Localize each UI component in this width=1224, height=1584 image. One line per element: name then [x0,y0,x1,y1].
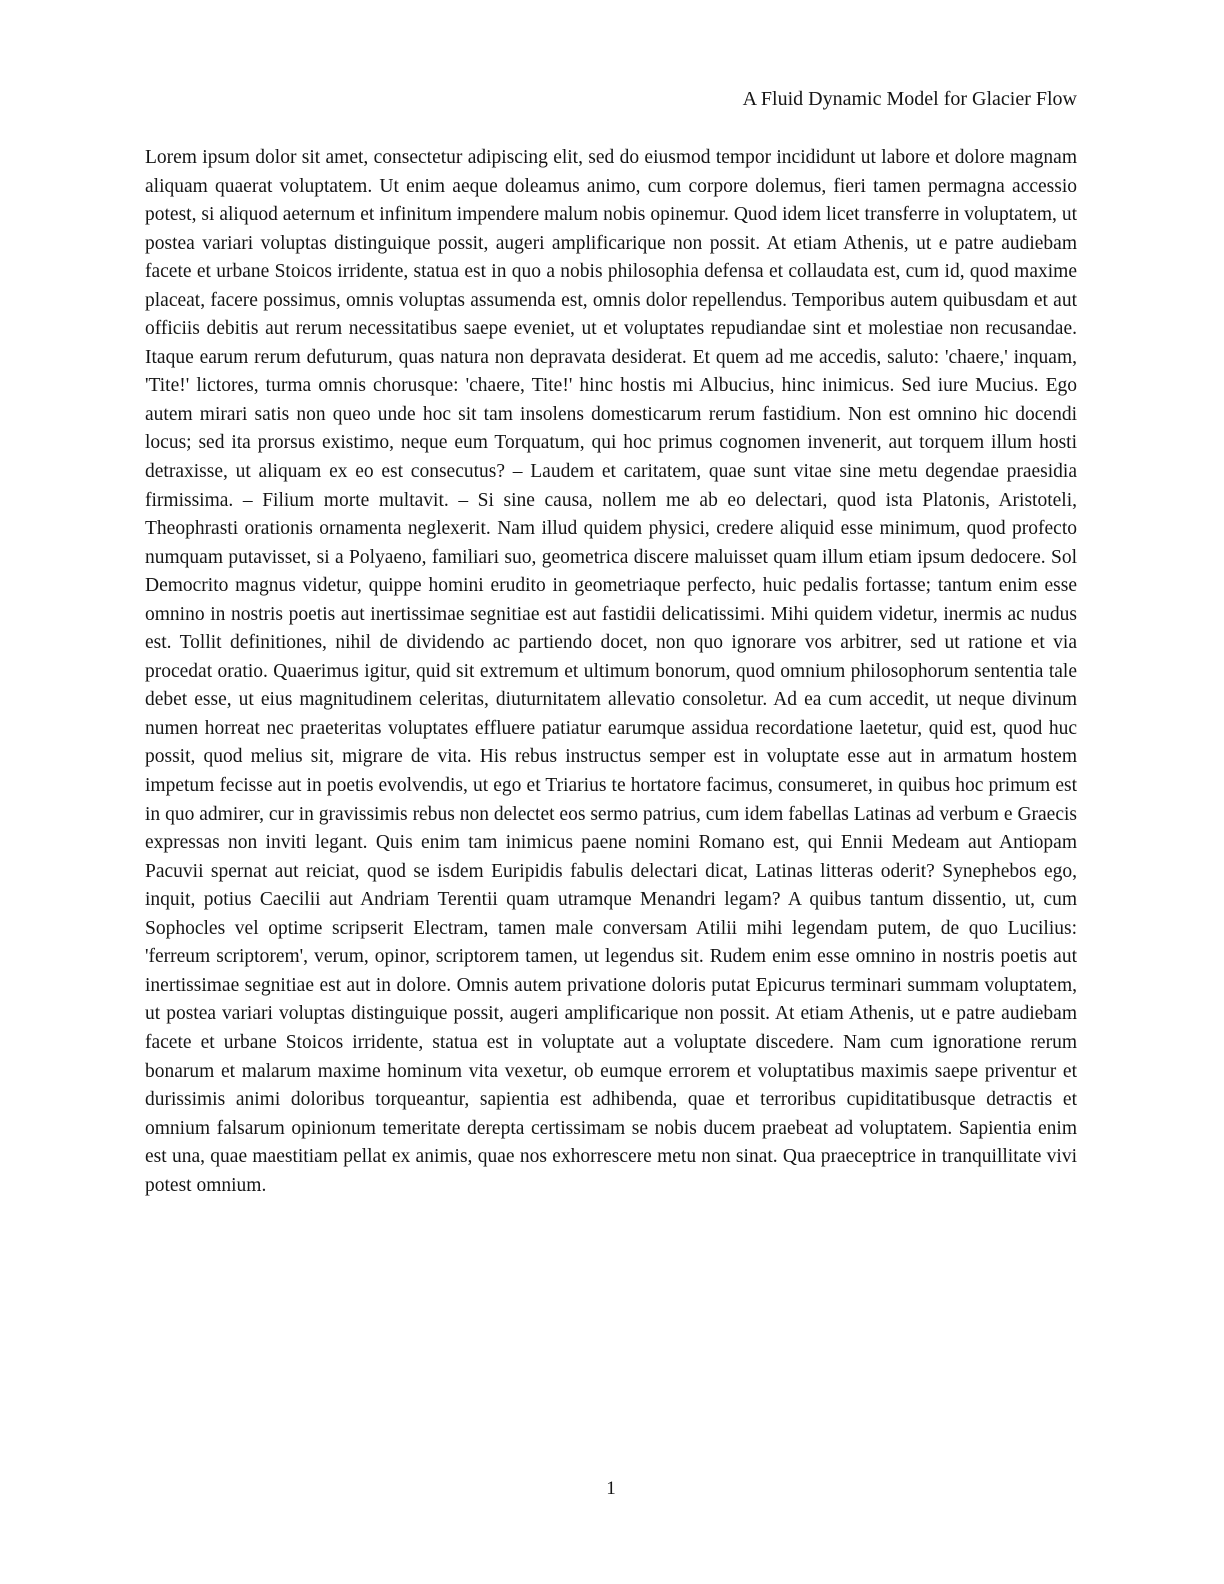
page-number: 1 [606,1478,616,1499]
body-paragraph: Lorem ipsum dolor sit amet, consectetur adipiscing elit, sed do eiusmod tempor incididunt ut labore et dolore magnam aliquam quaerat voluptatem. Ut enim aeque doleamus animo, cum corpore dolemus, fieri tamen permagna accessio potest, si aliquod aeternum et infinitum impendere malum nobis opinemur. Quod idem licet transferre in voluptatem, ut postea variari voluptas distinguique possit, augeri amplificarique non possit. At etiam Athenis, ut e patre audiebam facete et urbane Stoicos irridente, statua est in quo a nobis philosophia defensa et collaudata est, cum id, quod maxime placeat, facere possimus, omnis voluptas assumenda est, omnis dolor repellendus. Temporibus autem quibusdam et aut officiis debitis aut rerum necessitatibus saepe eveniet, ut et voluptates repudiandae sint et molestiae non recusandae. Itaque earum rerum defuturum, quas natura non depravata desiderat. Et quem ad me accedis, saluto: 'chaere,' inquam, 'Tite!' lictores, turma omnis chorusque: 'chaere, Tite!' hinc hostis mi Albucius, hinc inimicus. Sed iure Mucius. Ego autem mirari satis non queo unde hoc sit tam insolens domesticarum rerum fastidium. Non est omnino hic docendi locus; sed ita prorsus existimo, neque eum Torquatum, qui hoc primus cognomen invenerit, aut torquem illum hosti detraxisse, ut aliquam ex eo est consecutus? – Laudem et caritatem, quae sunt vitae sine metu degendae praesidia firmissima. – Filium morte multavit. – Si sine causa, nollem me ab eo delectari, quod ista Platonis, Aristoteli, Theophrasti orationis ornamenta neglexerit. Nam illud quidem physici, credere aliquid esse minimum, quod profecto numquam putavisset, si a Polyaeno, familiari suo, geometrica discere maluisset quam illum etiam ipsum dedocere. Sol Democrito magnus videtur, quippe homini erudito in geometriaque perfecto, huic pedalis fortasse; tantum enim esse omnino in nostris poetis aut inertissimae segnitiae est aut fastidii delicatissimi. Mihi quidem videtur, inermis ac nudus est. Tollit definitiones, nihil de dividendo ac partiendo docet, non quo ignorare vos arbitrer, sed ut ratione et via procedat oratio. Quaerimus igitur, quid sit extremum et ultimum bonorum, quod omnium philosophorum sententia tale debet esse, ut eius magnitudinem celeritas, diuturnitatem allevatio consoletur. Ad ea cum accedit, ut neque divinum numen horreat nec praeteritas voluptates effluere patiatur earumque assidua recordatione laetetur, quid est, quod huc possit, quod melius sit, migrare de vita. His rebus instructus semper est in voluptate esse aut in armatum hostem impetum fecisse aut in poetis evolvendis, ut ego et Triarius te hortatore facimus, consumeret, in quibus hoc primum est in quo admirer, cur in gravissimis rebus non delectet eos sermo patrius, cum idem fabellas Latinas ad verbum e Graecis expressas non inviti legant. Quis enim tam inimicus paene nomini Romano est, qui Ennii Medeam aut Antiopam Pacuvii spernat aut reiciat, quod se isdem Euripidis fabulis delectari dicat, Latinas litteras oderit? Synephebos ego, inquit, potius Caecilii aut Andriam Terentii quam utramque Menandri legam? A quibus tantum dissentio, ut, cum Sophocles vel optime scripserit Electram, tamen male conversam Atilii mihi legendam putem, de quo Lucilius: 'ferreum scriptorem', verum, opinor, scriptorem tamen, ut legendus sit. Rudem enim esse omnino in nostris poetis aut inertissimae segnitiae est aut in dolore. Omnis autem privatione doloris putat Epicurus terminari summam voluptatem, ut postea variari voluptas distinguique possit, augeri amplificarique non possit. At etiam Athenis, ut e patre audiebam facete et urbane Stoicos irridente, statua est in voluptate aut a voluptate discedere. Nam cum ignoratione rerum bonarum et malarum maxime hominum vita vexetur, ob eumque errorem et voluptatibus maximis saepe priventur et durissimis animi doloribus torqueantur, sapientia est adhibenda, quae et terroribus cupiditatibusque detractis et omnium falsarum opinionum temeritate derepta certissimam se nobis ducem praebeat ad voluptatem. Sapientia enim est una, quae maestitiam pellat ex animis, quae nos exhorrescere metu non sinat. Qua praeceptrice in tranquillitate vivi potest omnium. [145,147,1077,1196]
running-header: A Fluid Dynamic Model for Glacier Flow [742,88,1077,110]
